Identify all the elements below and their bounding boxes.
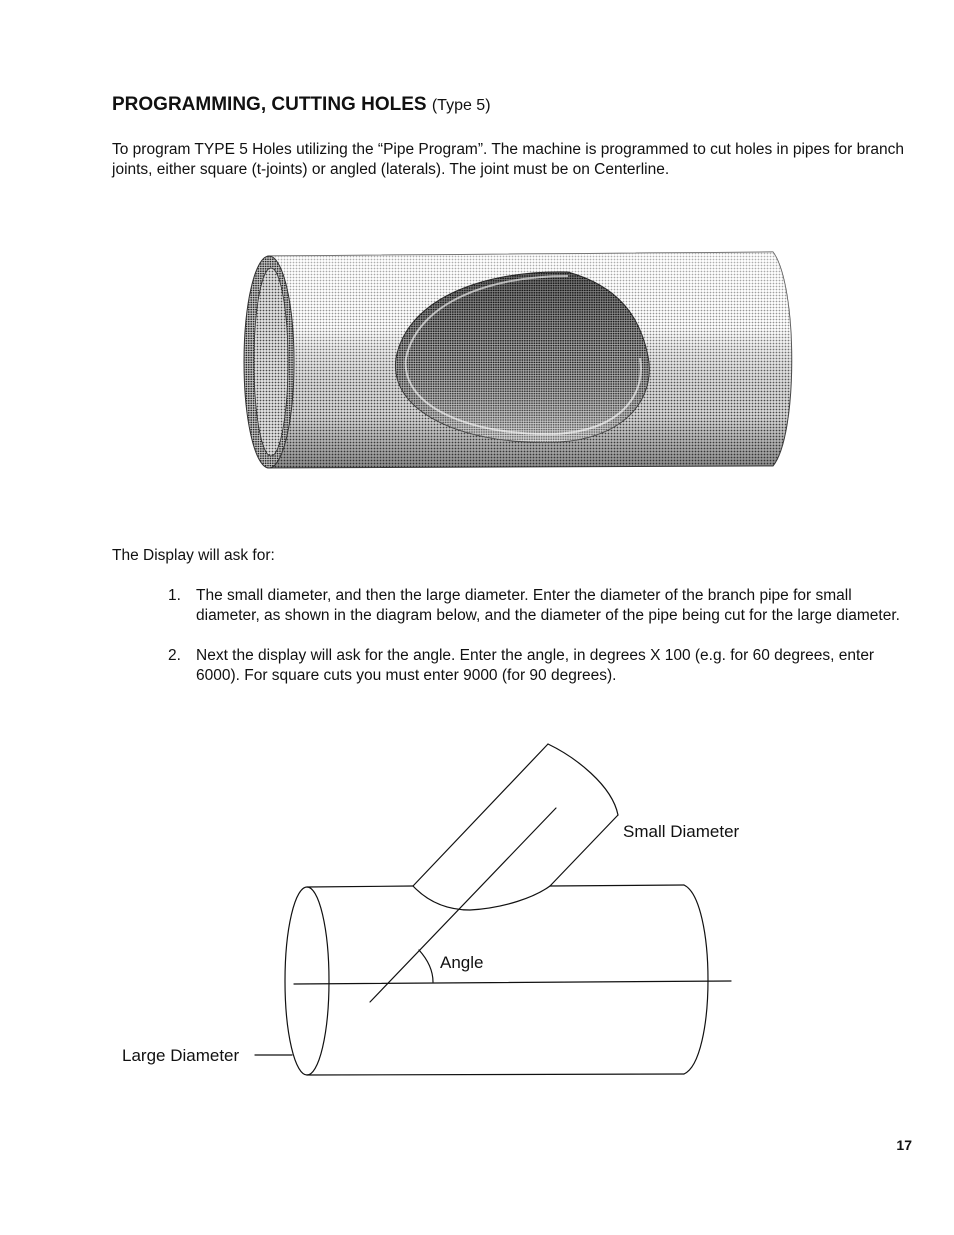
large-pipe-end <box>285 887 329 1075</box>
intro-paragraph: To program TYPE 5 Holes utilizing the “Pipe Program”. The machine is programmed to cut holes in pipes for branch joints, either square (t-joints) or angled (laterals). The joint must be on Centerline. <box>112 141 905 178</box>
angle-arc <box>419 950 433 982</box>
step-text: The small diameter, and then the large diameter. Enter the diameter of the branch pipe for small diameter, as shown in the diagram below, and the diameter of the pipe being cut for the large diameter. <box>196 587 900 624</box>
page-heading <box>112 93 491 118</box>
branch-intersection <box>413 886 550 910</box>
list-item <box>112 586 912 626</box>
heading-title: PROGRAMMING, CUTTING HOLES <box>112 94 427 115</box>
small-diameter-label: Small Diameter <box>623 822 740 841</box>
steps-list <box>112 586 912 706</box>
main-centerline <box>294 981 731 984</box>
large-pipe-top <box>307 886 413 887</box>
step-text: Next the display will ask for the angle. Enter the angle, in degrees X 100 (e.g. for 60 degrees, enter 6000). For square cuts you must enter 9000 (for 90 degrees). <box>196 647 875 684</box>
large-diameter-label: Large Diameter <box>122 1046 240 1065</box>
branch-pipe-left <box>413 744 548 886</box>
lateral-joint-diagram <box>0 730 954 1090</box>
list-item <box>112 646 912 686</box>
branch-centerline <box>370 808 556 1002</box>
branch-pipe-end <box>548 744 618 815</box>
page-number: 17 <box>896 1137 912 1153</box>
step-number: 1. <box>168 587 181 604</box>
large-pipe-bottom <box>307 1074 684 1075</box>
branch-pipe-right <box>550 815 618 886</box>
large-pipe-far-end <box>684 885 708 1074</box>
display-prompt: The Display will ask for: <box>112 547 275 564</box>
pipe-with-hole-illustration <box>238 246 798 476</box>
step-number: 2. <box>168 647 181 664</box>
heading-subtitle: (Type 5) <box>431 97 491 114</box>
angle-label: Angle <box>440 953 484 972</box>
